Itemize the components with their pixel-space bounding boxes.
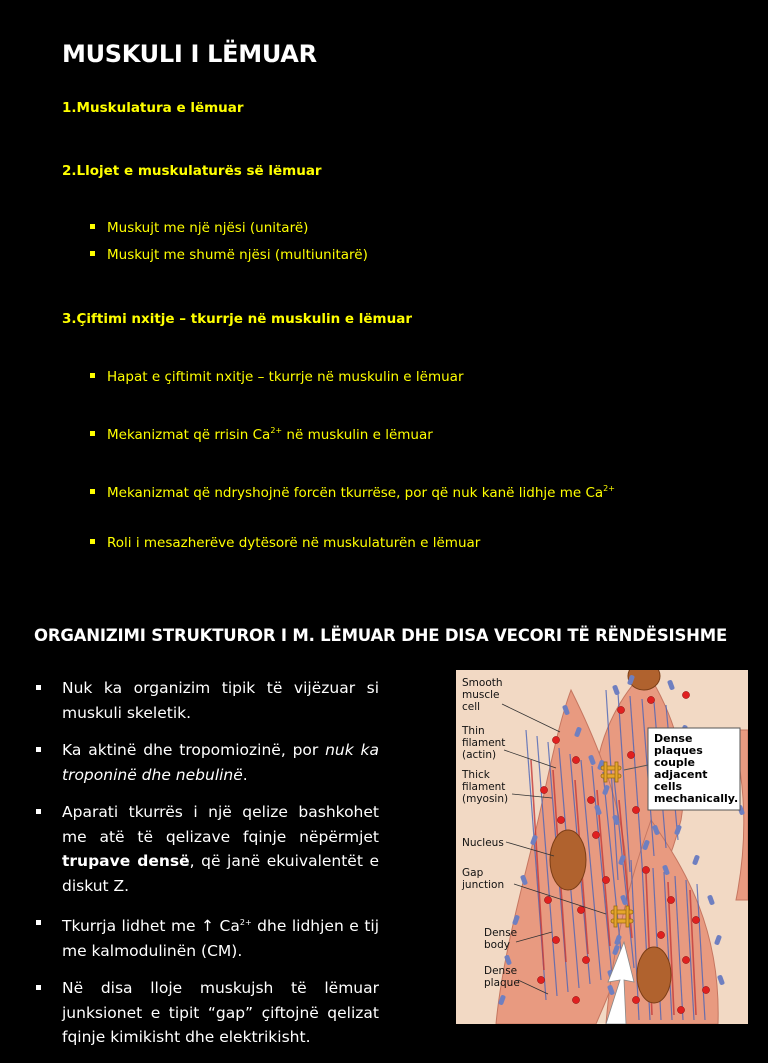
label-gap-0: Gap xyxy=(462,867,484,879)
dense-body xyxy=(582,956,589,963)
label-thin-2: (actin) xyxy=(462,749,497,761)
callout-line-5: mechanically. xyxy=(654,792,739,805)
bullet-square-icon xyxy=(36,747,41,752)
callout-line-0: Dense xyxy=(654,732,693,745)
dense-body xyxy=(577,906,584,913)
label-thick-2: (myosin) xyxy=(462,793,509,805)
dense-plaque xyxy=(714,934,722,945)
dense-body xyxy=(632,806,639,813)
dense-body xyxy=(572,756,579,763)
bullet-square-icon xyxy=(90,251,95,256)
bullet-square-icon xyxy=(90,539,95,544)
callout-line-2: couple xyxy=(654,756,696,769)
section-heading-2: 2.Llojet e muskulaturës së lëmuar xyxy=(62,163,322,179)
nucleus-lower xyxy=(637,947,671,1003)
dense-plaque xyxy=(612,684,620,695)
dense-body xyxy=(702,986,709,993)
callout-line-4: cells xyxy=(654,780,683,793)
bullet-square-icon xyxy=(36,809,41,814)
dense-body xyxy=(692,916,699,923)
bullet-unitary: Muskujt me një njësi (unitarë) xyxy=(90,220,308,236)
dense-body xyxy=(677,1006,684,1013)
label-smooth-2: cell xyxy=(462,701,481,713)
section-heading-3: 3.Çiftimi nxitje – tkurrje në muskulin e lëmuar xyxy=(62,311,412,327)
nucleus-main xyxy=(550,830,586,890)
label-body-0: Dense xyxy=(484,927,518,939)
bullet-multiunitary: Muskujt me shumë njësi (multiunitarë) xyxy=(90,247,368,263)
bullet-force: Mekanizmat që ndryshojnë forcën tkurrëse, por që nuk kanë lidhje me $Ca^{2+}$ xyxy=(90,484,615,501)
section-title-structure: ORGANIZIMI STRUKTUROR I M. LËMUAR DHE DISA VECORI TË RËNDËSISHME xyxy=(34,626,728,645)
label-thin-1: filament xyxy=(462,737,506,749)
callout-line-3: adjacent xyxy=(654,768,708,781)
bullet-square-icon xyxy=(36,920,41,925)
dense-body xyxy=(592,831,599,838)
smooth-muscle-figure xyxy=(456,670,748,1024)
bullet-square-icon xyxy=(90,489,95,494)
structure-item-2: Ka aktinë dhe tropomiozinë, por nuk ka troponinë dhe nebulinë. xyxy=(34,738,379,787)
smooth-muscle-diagram xyxy=(456,670,748,1024)
label-plaque-1: plaque xyxy=(484,977,520,989)
label-smooth-1: muscle xyxy=(462,689,500,701)
slide-title: MUSKULI I LËMUAR xyxy=(62,40,317,68)
label-plaque-0: Dense xyxy=(484,965,518,977)
dense-body xyxy=(667,896,674,903)
dense-body xyxy=(617,706,624,713)
structure-item-3: Aparati tkurrës i një qelize bashkohet me atë të qelizave fqinje nëpërmjet trupave densë, që janë ekuivalentët e diskut Z. xyxy=(34,800,379,898)
structure-item-4: Tkurrja lidhet me ↑ $Ca^{2+}$ dhe lidhjen e tij me kalmodulinën (CM). xyxy=(34,911,379,963)
label-body-1: body xyxy=(484,939,510,951)
dense-body xyxy=(537,976,544,983)
label-smooth-0: Smooth xyxy=(462,677,503,689)
dense-body xyxy=(602,876,609,883)
dense-body xyxy=(647,696,654,703)
dense-body xyxy=(557,816,564,823)
structure-item-1: Nuk ka organizim tipik të vijëzuar si muskuli skeletik. xyxy=(34,676,379,725)
bullet-steps: Hapat e çiftimit nxitje – tkurrje në muskulin e lëmuar xyxy=(90,369,464,385)
dense-body xyxy=(552,736,559,743)
structure-list xyxy=(34,676,379,1063)
dense-plaque xyxy=(707,894,715,905)
bullet-second-messengers: Roli i mesazherëve dytësorë në muskulaturën e lëmuar xyxy=(90,535,480,551)
section-heading-1: 1.Muskulatura e lëmuar xyxy=(62,100,244,116)
dense-body xyxy=(657,931,664,938)
bullet-square-icon xyxy=(36,685,41,690)
dense-body xyxy=(587,796,594,803)
label-thick-0: Thick xyxy=(462,769,490,781)
bullet-square-icon xyxy=(90,431,95,436)
dense-body xyxy=(552,936,559,943)
dense-body xyxy=(682,691,689,698)
dense-plaque xyxy=(667,679,675,690)
dense-body xyxy=(627,751,634,758)
dense-body xyxy=(544,896,551,903)
dense-plaque xyxy=(717,974,725,985)
dense-body xyxy=(642,866,649,873)
bullet-ca-increase: Mekanizmat që rrisin $Ca^{2+}$ në muskulin e lëmuar xyxy=(90,426,433,443)
label-nucleus: Nucleus xyxy=(462,837,504,849)
bullet-square-icon xyxy=(90,224,95,229)
bullet-square-icon xyxy=(36,985,41,990)
label-thin-0: Thin xyxy=(462,725,485,737)
callout-line-1: plaques xyxy=(654,744,703,757)
dense-body xyxy=(632,996,639,1003)
dense-body xyxy=(540,786,547,793)
dense-plaque xyxy=(692,854,700,865)
dense-body xyxy=(572,996,579,1003)
bullet-square-icon xyxy=(90,373,95,378)
structure-item-5: Në disa lloje muskujsh të lëmuar junksionet e tipit “gap” çiftojnë qelizat fqinje kimikisht dhe elektrikisht. xyxy=(34,976,379,1050)
dense-body xyxy=(682,956,689,963)
label-gap-1: junction xyxy=(462,879,505,891)
label-thick-1: filament xyxy=(462,781,506,793)
